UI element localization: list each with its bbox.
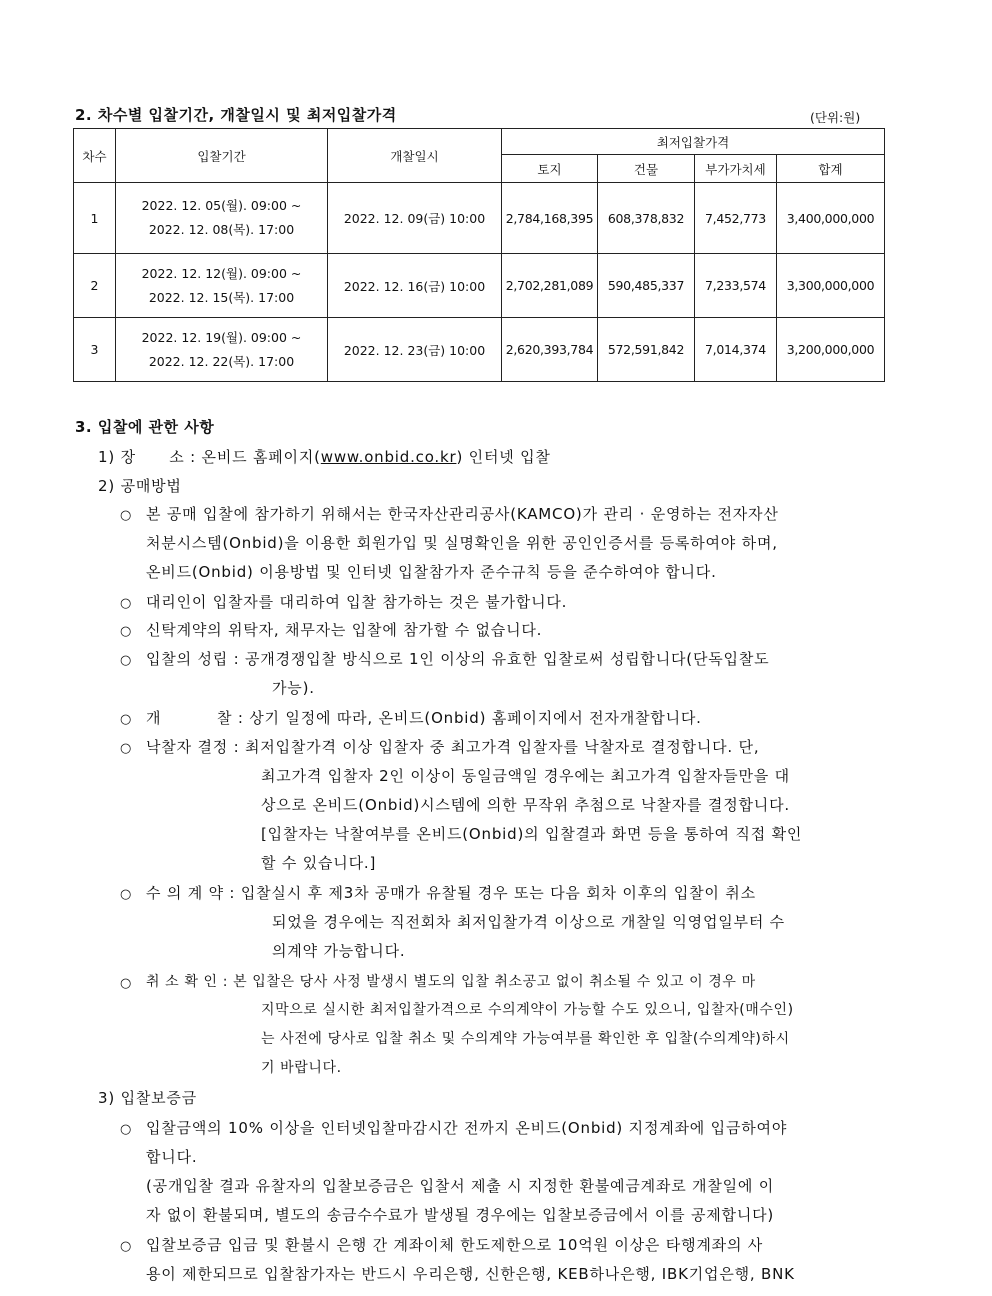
table-row bbox=[74, 254, 885, 318]
land-cell: 2,702,281,089 bbox=[502, 254, 598, 318]
section-3-title: 3. 입찰에 관한 사항 bbox=[75, 418, 215, 436]
round-cell: 1 bbox=[74, 183, 116, 254]
onbid-link[interactable]: www.onbid.co.kr bbox=[320, 448, 457, 466]
bullet-icon: ○ bbox=[120, 976, 132, 991]
opening-cell: 2022. 12. 09(금) 10:00 bbox=[328, 183, 502, 254]
text-line: 입찰금액의 10% 이상을 인터넷입찰마감시간 전까지 온비드(Onbid) 지정계좌에 입금하여야 bbox=[146, 1119, 788, 1137]
header-round: 차수 bbox=[74, 129, 116, 183]
total-cell: 3,300,000,000 bbox=[777, 254, 885, 318]
method-heading: 2) 공매방법 bbox=[98, 477, 182, 495]
text-line: 개 찰 : 상기 일정에 따라, 온비드(Onbid) 홈페이지에서 전자개찰합니다. bbox=[146, 709, 702, 727]
period-start: 2022. 12. 19(월). 09:00 ~ bbox=[141, 329, 302, 345]
header-period: 입찰기간 bbox=[116, 129, 328, 183]
text-line: 온비드(Onbid) 이용방법 및 인터넷 입찰참가자 준수규칙 등을 준수하여야 합니다. bbox=[146, 563, 717, 581]
text-line: 최고가격 입찰자 2인 이상이 동일금액일 경우에는 최고가격 입찰자들만을 대 bbox=[261, 767, 790, 785]
text-line: 합니다. bbox=[146, 1148, 198, 1166]
period-end: 2022. 12. 22(목). 17:00 bbox=[148, 353, 295, 369]
building-cell: 608,378,832 bbox=[598, 183, 695, 254]
table-row bbox=[74, 318, 885, 382]
text-line: 대리인이 입찰자를 대리하여 입찰 참가하는 것은 불가합니다. bbox=[146, 593, 568, 611]
text-line: 본 공매 입찰에 참가하기 위해서는 한국자산관리공사(KAMCO)가 관리 · 운영하는 전자자산 bbox=[146, 505, 779, 523]
text-line: (공개입찰 결과 유찰자의 입찰보증금은 입찰서 제출 시 지정한 환불예금계좌로 개찰일에 이 bbox=[146, 1177, 775, 1195]
bullet-icon: ○ bbox=[120, 508, 132, 523]
period-cell bbox=[116, 318, 328, 382]
header-vat: 부가가치세 bbox=[695, 155, 777, 183]
unit-label: (단위:원) bbox=[810, 110, 861, 125]
vat-cell: 7,452,773 bbox=[695, 183, 777, 254]
text-line: 처분시스템(Onbid)을 이용한 회원가입 및 실명확인을 위한 공인인증서를 등록하여야 하며, bbox=[146, 534, 778, 552]
text-line: 의계약 가능합니다. bbox=[272, 942, 406, 960]
building-cell: 572,591,842 bbox=[598, 318, 695, 382]
period-end: 2022. 12. 15(목). 17:00 bbox=[148, 289, 295, 305]
bullet-icon: ○ bbox=[120, 596, 132, 611]
bullet-icon: ○ bbox=[120, 887, 132, 902]
text-line: 는 사전에 당사로 입찰 취소 및 수의계약 가능여부를 확인한 후 입찰(수의계약)하시 bbox=[261, 1031, 790, 1047]
bullet-icon: ○ bbox=[120, 624, 132, 639]
land-cell: 2,784,168,395 bbox=[502, 183, 598, 254]
header-total: 합계 bbox=[777, 155, 885, 183]
round-cell: 2 bbox=[74, 254, 116, 318]
header-opening: 개찰일시 bbox=[328, 129, 502, 183]
text-line: 되었을 경우에는 직전회차 최저입찰가격 이상으로 개찰일 익영업일부터 수 bbox=[272, 913, 785, 931]
text-line: 가능). bbox=[272, 679, 315, 697]
place-suffix: ) 인터넷 입찰 bbox=[456, 448, 551, 466]
bullet-icon: ○ bbox=[120, 741, 132, 756]
period-start: 2022. 12. 05(월). 09:00 ~ bbox=[141, 198, 302, 213]
bullet-icon: ○ bbox=[120, 1239, 132, 1254]
place-prefix: 1) 장 소 : 온비드 홈페이지( bbox=[98, 448, 321, 466]
period-end: 2022. 12. 08(목). 17:00 bbox=[148, 222, 295, 237]
text-line: 수 의 계 약 : 입찰실시 후 제3차 공매가 유찰될 경우 또는 다음 회차 이후의 입찰이 취소 bbox=[146, 884, 756, 902]
bid-schedule-table bbox=[73, 128, 885, 382]
period-start: 2022. 12. 12(월). 09:00 ~ bbox=[141, 265, 302, 281]
bullet-icon: ○ bbox=[120, 712, 132, 727]
text-line: [입찰자는 낙찰여부를 온비드(Onbid)의 입찰결과 화면 등을 통하여 직접 확인 bbox=[261, 825, 803, 843]
opening-cell: 2022. 12. 23(금) 10:00 bbox=[328, 318, 502, 382]
text-line: 낙찰자 결정 : 최저입찰가격 이상 입찰자 중 최고가격 입찰자를 낙찰자로 결정합니다. 단, bbox=[146, 738, 760, 756]
text-line: 상으로 온비드(Onbid)시스템에 의한 무작위 추첨으로 낙찰자를 결정합니다. bbox=[261, 796, 790, 814]
text-line: 지막으로 실시한 최저입찰가격으로 수의계약이 가능할 수도 있으니, 입찰자(매수인) bbox=[261, 1002, 794, 1018]
header-building: 건물 bbox=[598, 155, 695, 183]
table-row bbox=[74, 183, 885, 254]
section-2-title: 2. 차수별 입찰기간, 개찰일시 및 최저입찰가격 bbox=[75, 106, 397, 124]
header-min-price: 최저입찰가격 bbox=[502, 129, 885, 155]
text-line: 용이 제한되므로 입찰참가자는 반드시 우리은행, 신한은행, KEB하나은행, IBK기업은행, BNK bbox=[146, 1265, 795, 1283]
text-line: 신탁계약의 위탁자, 채무자는 입찰에 참가할 수 없습니다. bbox=[146, 621, 543, 639]
text-line: 취 소 확 인 : 본 입찰은 당사 사정 발생시 별도의 입찰 취소공고 없이 취소될 수 있고 이 경우 마 bbox=[146, 974, 756, 990]
deposit-heading: 3) 입찰보증금 bbox=[98, 1089, 198, 1107]
total-cell: 3,400,000,000 bbox=[777, 183, 885, 254]
bullet-icon: ○ bbox=[120, 1122, 132, 1137]
period-cell bbox=[116, 254, 328, 318]
building-cell: 590,485,337 bbox=[598, 254, 695, 318]
text-line: 입찰의 성립 : 공개경쟁입찰 방식으로 1인 이상의 유효한 입찰로써 성립합니다(단독입찰도 bbox=[146, 650, 770, 668]
header-land: 토지 bbox=[502, 155, 598, 183]
vat-cell: 7,014,374 bbox=[695, 318, 777, 382]
total-cell: 3,200,000,000 bbox=[777, 318, 885, 382]
land-cell: 2,620,393,784 bbox=[502, 318, 598, 382]
opening-cell: 2022. 12. 16(금) 10:00 bbox=[328, 254, 502, 318]
text-line: 입찰보증금 입금 및 환불시 은행 간 계좌이체 한도제한으로 10억원 이상은 타행계좌의 사 bbox=[146, 1236, 764, 1254]
place-line bbox=[98, 446, 551, 467]
text-line: 할 수 있습니다.] bbox=[261, 854, 377, 872]
vat-cell: 7,233,574 bbox=[695, 254, 777, 318]
text-line: 자 없이 환불되며, 별도의 송금수수료가 발생될 경우에는 입찰보증금에서 이를 공제합니다) bbox=[146, 1206, 775, 1224]
text-line: 기 바랍니다. bbox=[261, 1060, 342, 1076]
bullet-icon: ○ bbox=[120, 653, 132, 668]
round-cell: 3 bbox=[74, 318, 116, 382]
period-cell bbox=[116, 183, 328, 254]
